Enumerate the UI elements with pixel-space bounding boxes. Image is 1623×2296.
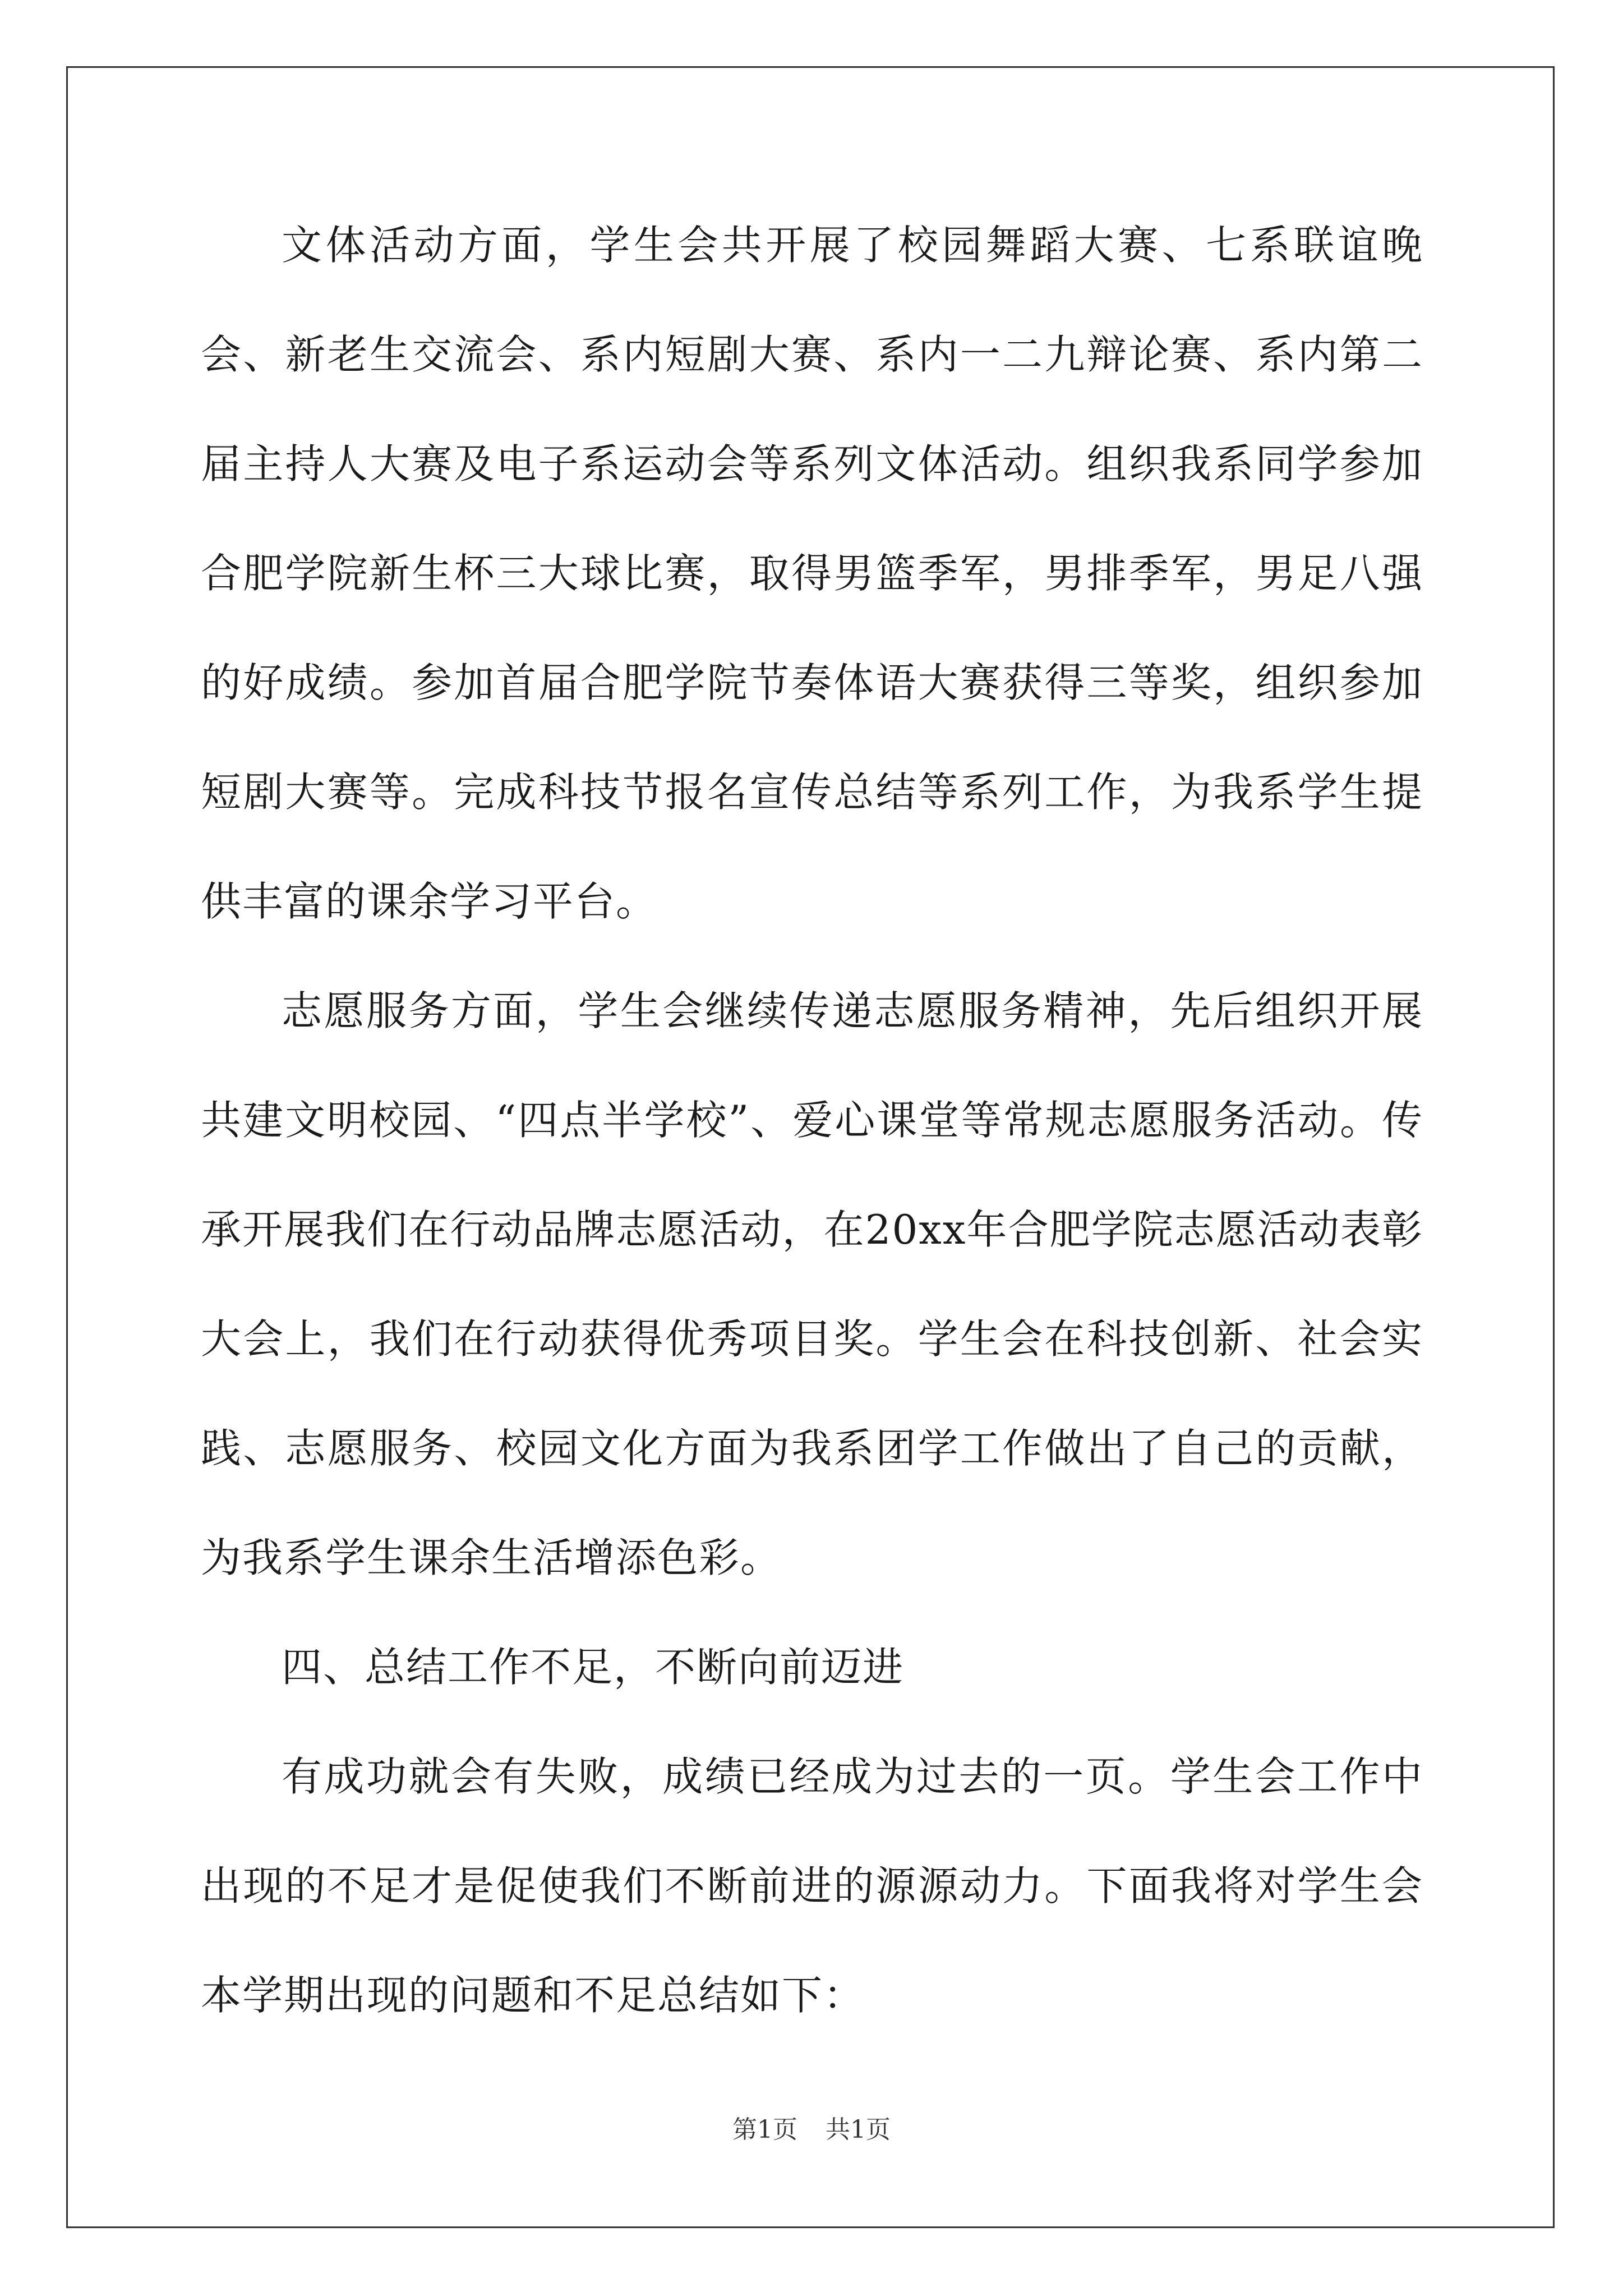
- page-total: 共1页: [826, 2115, 891, 2144]
- paragraph-arts-sports: 文体活动方面，学生会共开展了校园舞蹈大赛、七系联谊晚会、新老生交流会、系内短剧大赛、系内一二九辩论赛、系内第二届主持人大赛及电子系运动会等系列文体活动。组织我系同学参加合肥学院新生杯三大球比赛，取得男篮季军，男排季军，男足八强的好成绩。参加首届合肥学院节奏体语大赛获得三等奖，组织参加短剧大赛等。完成科技节报名宣传总结等系列工作，为我系学生提供丰富的课余学习平台。: [201, 222, 1423, 925]
- paragraph-shortcomings: 有成功就会有失败，成绩已经成为过去的一页。学生会工作中出现的不足才是促使我们不断前进的源源动力。下面我将对学生会本学期出现的问题和不足总结如下：: [201, 1753, 1423, 2019]
- section-heading-4: 四、总结工作不足，不断向前迈进: [282, 1644, 905, 1691]
- paragraph-volunteer: 志愿服务方面，学生会继续传递志愿服务精神，先后组织开展共建文明校园、“四点半学校”、爱心课堂等常规志愿服务活动。传承开展我们在行动品牌志愿活动，在20xx年合肥学院志愿活动表彰大会上，我们在行动获得优秀项目奖。学生会在科技创新、社会实践、志愿服务、校园文化方面为我系团学工作做出了自己的贡献，为我系学生课余生活增添色彩。: [201, 987, 1423, 1581]
- page-footer: [0, 2109, 1623, 2145]
- page-number: 第1页: [732, 2115, 797, 2144]
- document-body: [201, 191, 1423, 2050]
